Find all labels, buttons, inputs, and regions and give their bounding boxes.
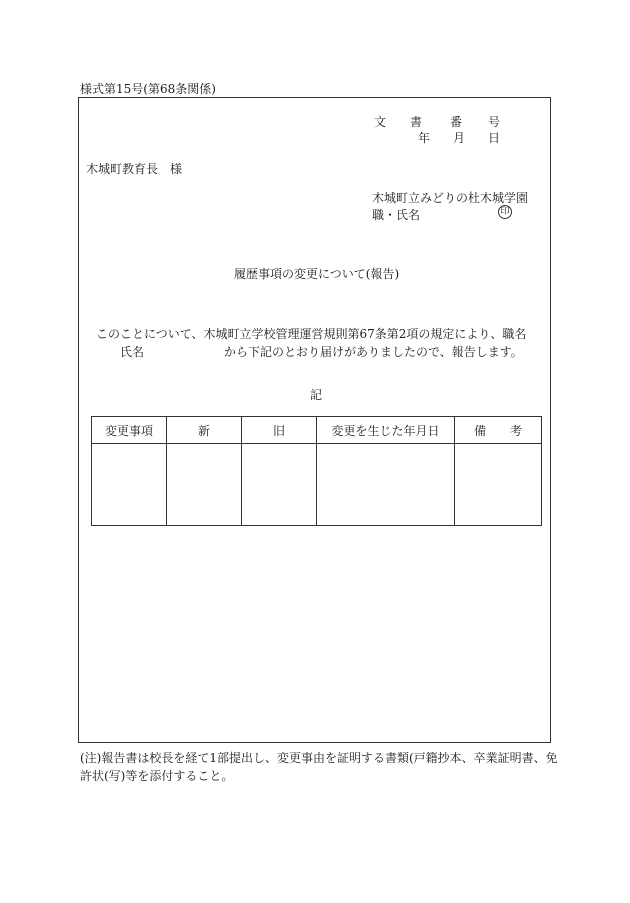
- form-number: 様式第15号(第68条関係): [80, 82, 216, 96]
- doc-number-char: 号: [488, 115, 501, 129]
- date-day-label: 日: [488, 131, 501, 145]
- ki-heading: 記: [310, 388, 323, 402]
- cell-change-item[interactable]: [92, 444, 167, 526]
- date-month-label: 月: [453, 131, 466, 145]
- cell-old[interactable]: [242, 444, 317, 526]
- document-title: 履歴事項の変更について(報告): [234, 267, 400, 281]
- sender-role-name: 職・氏名: [372, 208, 421, 222]
- date-year-label: 年: [418, 131, 431, 145]
- note-line-2: 許状(写)等を添付すること。: [80, 769, 234, 783]
- cell-change-date[interactable]: [317, 444, 455, 526]
- body-line-1: このことについて、木城町立学校管理運営規則第67条第2項の規定により、職名: [96, 327, 527, 341]
- header-change-item: 変更事項: [92, 417, 167, 444]
- header-new: 新: [167, 417, 242, 444]
- body-line-2: から下記のとおり届けがありましたので、報告します。: [224, 345, 523, 359]
- doc-number-char: 文: [374, 115, 387, 129]
- sender-school: 木城町立みどりの杜木城学園: [372, 191, 529, 205]
- header-remarks: 備 考: [455, 417, 542, 444]
- doc-number-char: 書: [410, 115, 423, 129]
- table-header-row: [92, 417, 542, 444]
- header-old: 旧: [242, 417, 317, 444]
- header-change-date: 変更を生じた年月日: [317, 417, 455, 444]
- table-row: [92, 444, 542, 526]
- body-name-label: 氏名: [120, 345, 145, 359]
- note-line-1: (注)報告書は校長を経て1部提出し、変更事由を証明する書類(戸籍抄本、卒業証明書、免: [80, 751, 558, 765]
- seal-mark: 印: [498, 205, 512, 219]
- cell-new[interactable]: [167, 444, 242, 526]
- recipient: 木城町教育長 様: [86, 162, 183, 176]
- changes-table: [91, 416, 542, 526]
- doc-number-char: 番: [450, 115, 463, 129]
- cell-remarks[interactable]: [455, 444, 542, 526]
